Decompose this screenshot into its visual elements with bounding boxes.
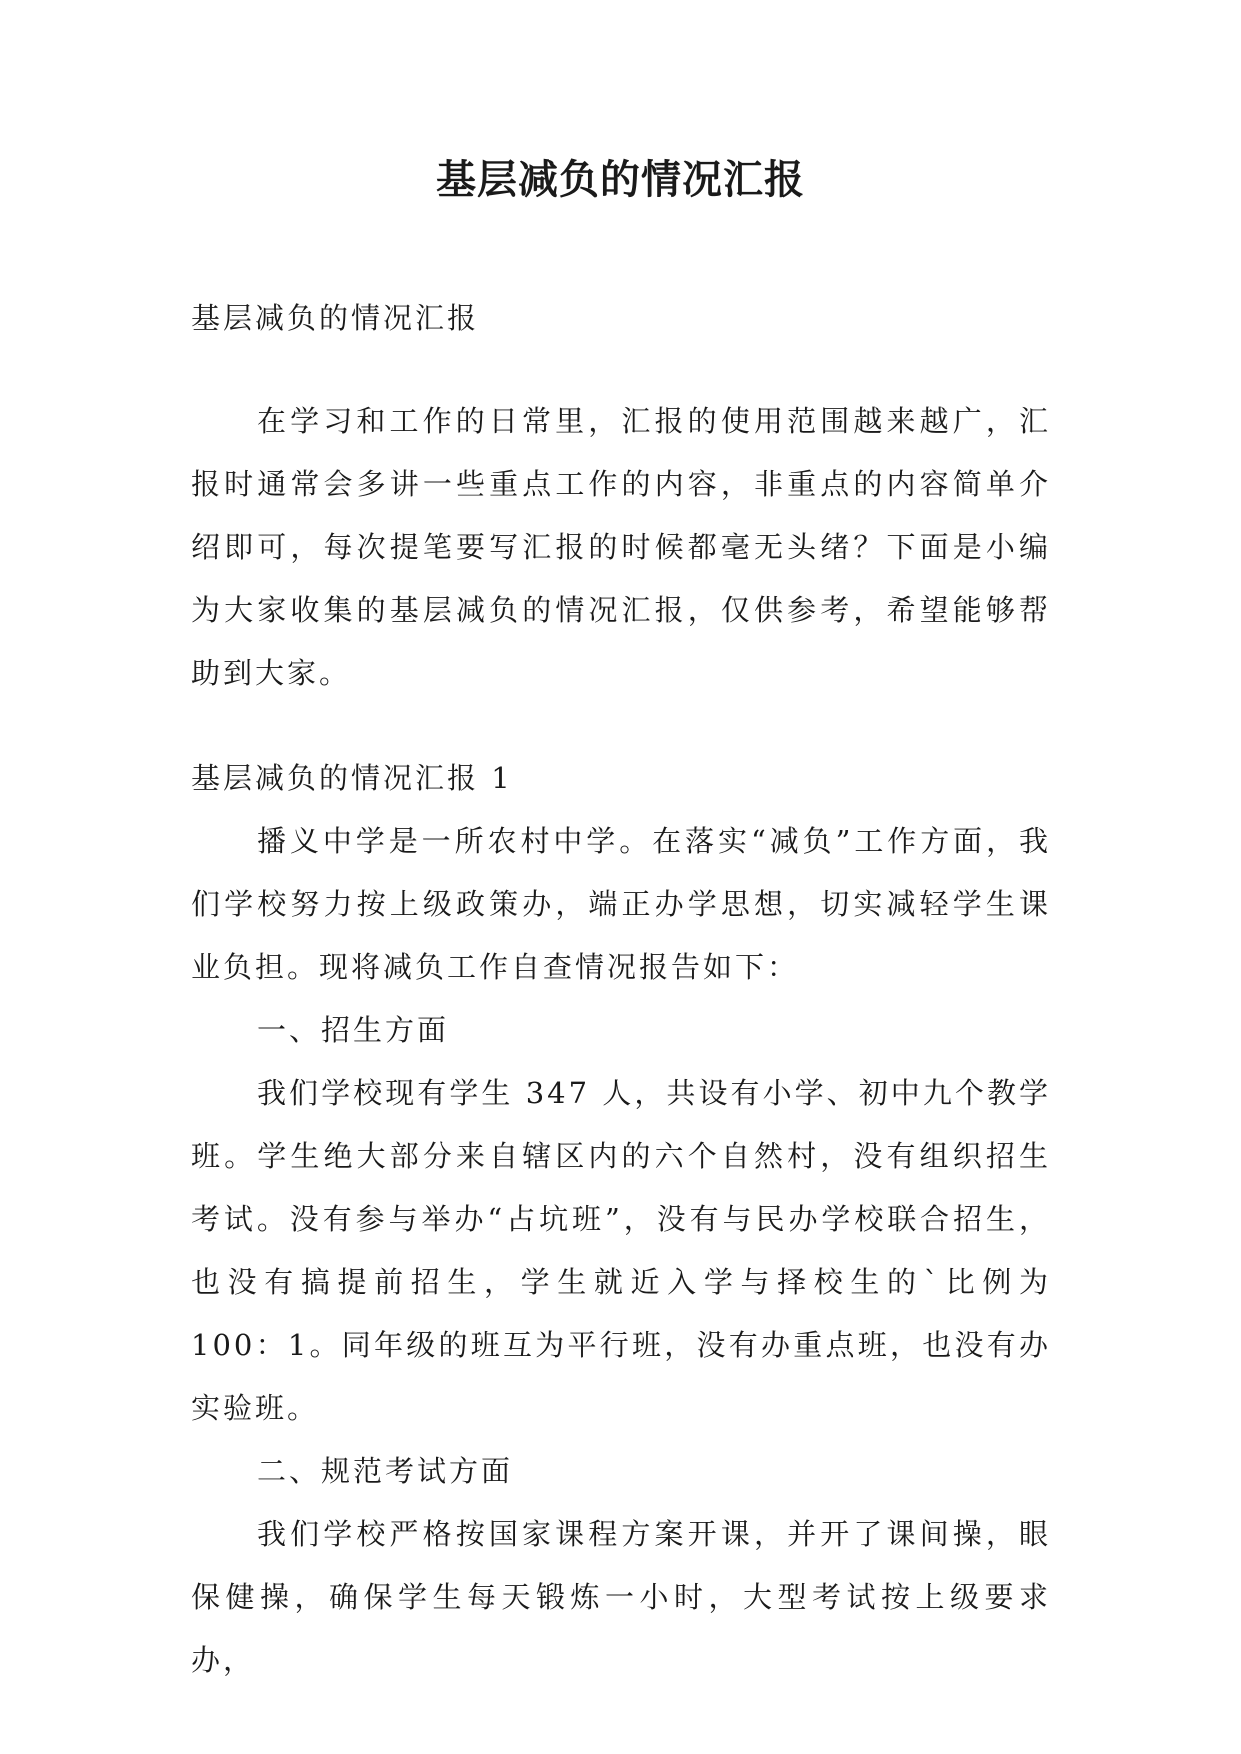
paragraph: 我们学校严格按国家课程方案开课，并开了课间操，眼保健操，确保学生每天锻炼一小时，大型考试按上级要求办，	[191, 1517, 1051, 1677]
paragraph: 我们学校现有学生 347 人，共设有小学、初中九个教学班。学生绝大部分来自辖区内的六个自然村，没有组织招生考试。没有参与举办“占坑班”，没有与民办学校联合招生，也没有搞提前招生，学生就近入学与择校生的`比例为 100：1。同年级的班互为平行班，没有办重点班，也没有办实验班。	[191, 1076, 1051, 1425]
subheading-exams: 二、规范考试方面	[257, 1454, 514, 1488]
intro-paragraph: 在学习和工作的日常里，汇报的使用范围越来越广，汇报时通常会多讲一些重点工作的内容，非重点的内容简单介绍即可，每次提笔要写汇报的时候都毫无头绪？下面是小编为大家收集的基层减负的情况汇报，仅供参考，希望能够帮助到大家。	[191, 404, 1051, 690]
paragraph: 播义中学是一所农村中学。在落实“减负”工作方面，我们学校努力按上级政策办，端正办学思想，切实减轻学生课业负担。现将减负工作自查情况报告如下：	[191, 824, 1051, 984]
document-body	[191, 287, 1051, 1692]
subheading-enrollment: 一、招生方面	[257, 1013, 450, 1047]
document-title: 基层减负的情况汇报	[436, 156, 805, 203]
section-heading: 基层减负的情况汇报 1	[191, 761, 513, 795]
document-subtitle: 基层减负的情况汇报	[191, 301, 480, 335]
